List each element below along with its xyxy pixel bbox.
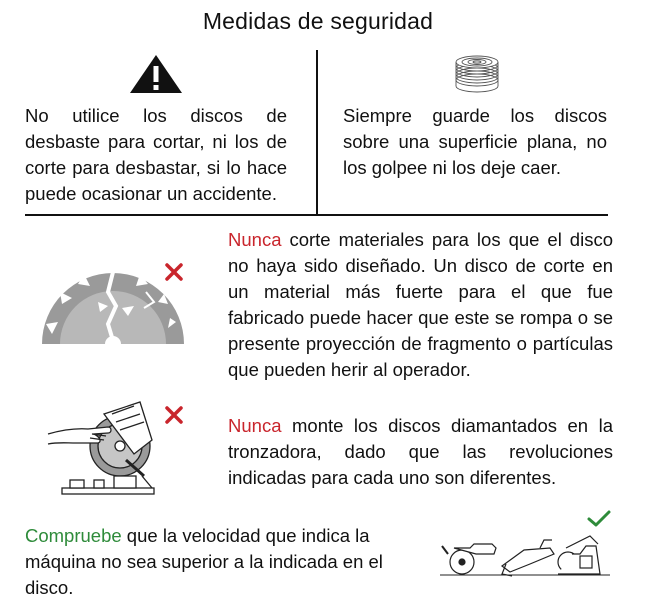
red-x-icon bbox=[164, 405, 184, 425]
page-title: Medidas de seguridad bbox=[202, 8, 434, 34]
power-tools-icon bbox=[440, 526, 610, 582]
paragraph-text: monte los discos diamantados en la tronzadora, dado que las revoluciones indicadas para cada uno son diferentes. bbox=[228, 415, 613, 488]
section-divider bbox=[25, 214, 608, 216]
red-x-icon bbox=[164, 262, 184, 282]
paragraph-text: corte materiales para los que el disco no haya sido diseñado. Un disco de corte en un material más fuerte para el que fue fabricado puede hacer que este se rompa o se presente proyección de fragmento o partículas que pueden herir al operador. bbox=[228, 229, 613, 380]
keyword-nunca: Nunca bbox=[228, 415, 282, 436]
keyword-compruebe: Compruebe bbox=[25, 525, 122, 546]
warning-triangle-icon bbox=[129, 54, 183, 94]
keyword-nunca: Nunca bbox=[228, 229, 282, 250]
disc-stack-icon bbox=[454, 50, 500, 94]
cutoff-saw-icon bbox=[48, 396, 168, 500]
paragraph-disc-material bbox=[228, 227, 613, 383]
paragraph-text: que la velocidad que indica la máquina no sea superior a la indicada en el disco. bbox=[25, 525, 383, 598]
warning-text: No utilice los discos de desbaste para cortar, ni los de corte para desbastar, si lo hace puede ocasionar un accidente. bbox=[25, 105, 287, 204]
storage-text: Siempre guarde los discos sobre una superficie plana, no los golpee ni los deje caer. bbox=[343, 105, 607, 178]
paragraph-diamond-discs bbox=[228, 413, 613, 491]
green-check-icon bbox=[587, 510, 611, 528]
paragraph-check-speed bbox=[25, 523, 435, 601]
column-divider bbox=[316, 50, 318, 215]
